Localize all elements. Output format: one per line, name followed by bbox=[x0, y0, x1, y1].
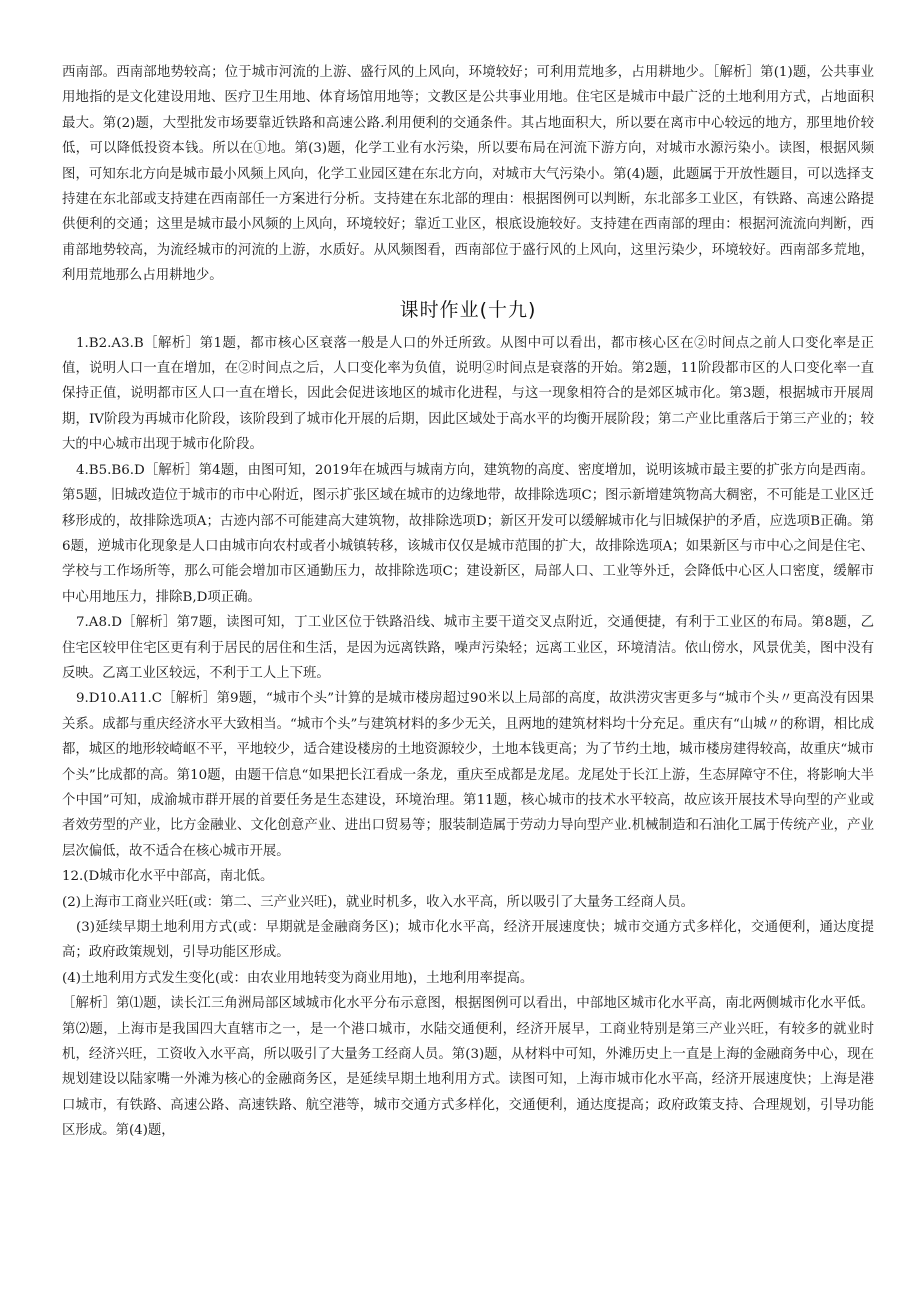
answer-paragraph-q9-11: 9.D10.Α11.C［解析］第9题，“城市个头”计算的是城市楼房超过90米以上局部的高度，故洪涝灾害更多与“城市个头〃更高没有因果关系。成都与重庆经济水平大致相当。“城市个头”与建筑材料的多少无关，且两地的建筑材料均十分充足。重庆有“山城〃的称谓，相比成都，城区的地形较崎岖不平，平地较少，适合建设楼房的土地资源较少，土地本钱更高；为了节约土地，城市楼房建得较高，故重庆“城市个头”比成都的高。第10题，由题干信息“如果把长江看成一条龙，重庆至成都是龙尾。龙尾处于长江上游，生态屏障守不住，将影响大半个中国”可知，成渝城市群开展的首要任务是生态建设，环境治理。第11题，核心城市的技术水平较高，故应该开展技术导向型的产业或者效劳型的产业，比方金融业、文化创意产业、进出口贸易等；服装制造属于劳动力导向型产业.机械制造和石油化工属于传统产业，产业层次偏低，故不适合在核心城市开展。 bbox=[62, 691, 874, 859]
section-title: 课时作业(十九) bbox=[399, 298, 537, 321]
q12-part-4: (4)土地利用方式发生变化(或：由农业用地转变为商业用地)，土地利用率提高。 bbox=[62, 970, 534, 986]
q12-part-2: (2)上海市工商业兴旺(或：第二、三产业兴旺)，就业时机多，收入水平高，所以吸引了大量务工经商人员。 bbox=[62, 894, 694, 910]
answer-paragraph-q1-3: 1.B2.A3.B［解析］第1题，都市核心区衰落一般是人口的外迁所致。从图中可以看出，都市核心区在②时间点之前人口变化率是正值，说明人口一直在增加，在②时间点之后，人口变化率为负值，说明②时间点是衰落的开始。第2题，11阶段都市区的人口变化率一直保持正值，说明都市区人口一直在增长，因此会促进该地区的城市化进程，与这一现象相符合的是郊区城市化。第3题，根据城市开展周期，IV阶段为再城市化阶段，该阶段到了城市化开展的后期，因此区域处于高水平的均衡开展阶段；第二产业比重落后于第三产业的；较大的中心城市出现于城市化阶段。 bbox=[62, 335, 874, 453]
q12-part-1: 12.(D城市化水平中部高，南北低。 bbox=[62, 869, 274, 885]
q12-part-3: (3)延续早期土地利用方式(或：早期就是金融商务区)；城市化水平高，经济开展速度快；城市交通方式多样化，交通便利，通达度提高；政府政策规划，引导功能区形成。 bbox=[62, 920, 874, 961]
q12-analysis: ［解析］第⑴题，读长江三角洲局部区域城市化水平分布示意图，根据图例可以看出，中部地区城市化水平高，南北两侧城市化水平低。第⑵题，上海市是我国四大直辖市之一，是一个港口城市，水陆交通便利，经济开展早，工商业特别是第三产业兴旺，有较多的就业时机，经济兴旺，工资收入水平高，所以吸引了大量务工经商人员。第(3)题，从材料中可知，外滩历史上一直是上海的金融商务中心，现在规划建设以陆家嘴一外滩为核心的金融商务区，是延续早期土地利用方式。读图可知，上海市城市化水平高，经济开展速度快；上海是港口城市，有铁路、高速公路、高速铁路、航空港等，城市交通方式多样化，交通便利，通达度提高；政府政策支持、合理规划，引导功能区形成。第(4)题， bbox=[62, 996, 874, 1139]
answer-paragraph-q4-6: 4.B5.B6.D［解析］第4题，由图可知，2019年在城西与城南方向，建筑物的高度、密度增加，说明该城市最主要的扩张方向是西南。第5题，旧城改造位于城市的市中心附近，图示扩张区域在城市的边缘地带，故排除选项C；图示新增建筑物高大稠密，不可能是工业区迁移形成的，故排除选项A；古迹内部不可能建高大建筑物，故排除选项D；新区开发可以缓解城市化与旧城保护的矛盾，应选项B正确。第6题，逆城市化现象是人口由城市向农村或者小城镇转移，该城市仅仅是城市范围的扩大，故排除选项A；如果新区与市中心之间是住宅、学校与工作场所等，那么可能会增加市区通勤压力，故排除选项C；建设新区，局部人口、工业等外迁，会降低中心区人口密度，缓解市中心用地压力，排除B,D项正确。 bbox=[62, 462, 874, 605]
answer-paragraph-continued: 西南部。西南部地势较高；位于城市河流的上游、盛行风的上风向，环境较好；可利用荒地多，占用耕地少。［解析］第(1)题，公共事业用地指的是文化建设用地、医疗卫生用地、体育场馆用地等；文教区是公共事业用地。住宅区是城市中最广泛的土地利用方式，占地面积最大。第(2)题，大型批发市场要靠近铁路和高速公路.利用便利的交通条件。其占地面积大，所以要在离市中心较远的地方，那里地价较低，可以降低投资本钱。所以在①地。第(3)题，化学工业有水污染，所以要布局在河流下游方向，对城市水源污染小。读图，根据风频图，可知东北方向是城市最小风频上风向，化学工业园区建在东北方向，对城市大气污染小。第(4)题，此题属于开放性题目，可以选择支持建在东北部或支持建在西南部任一方案进行分析。支持建在东北部的理由：根据图例可以判断，东北部多工业区，有铁路、高速公路提供便利的交通；这里是城市最小风频的上风向，环境较好；靠近工业区，根底设施较好。支持建在西南部的理由：根据河流流向判断，西甫部地势较高，为流经城市的河流的上游，水质好。从风频图看，西南部位于盛行风的上风向，这里污染少，环境较好。西南部多荒地，利用荒地那么占用耕地少。 bbox=[62, 65, 874, 284]
answer-paragraph-q7-8: 7.A8.D［解析］第7题，读图可知，丁工业区位于铁路沿线、城市主要干道交叉点附近，交通便捷，有利于工业区的布局。第8题，乙住宅区较甲住宅区更有利于居民的居住和生活，是因为远离铁路，噪声污染轻；远离工业区，环境清洁。依山傍水，风景优美，图中没有反映。乙离工业区较远，不利于工人上下班。 bbox=[62, 615, 874, 681]
document-page bbox=[62, 60, 874, 1144]
